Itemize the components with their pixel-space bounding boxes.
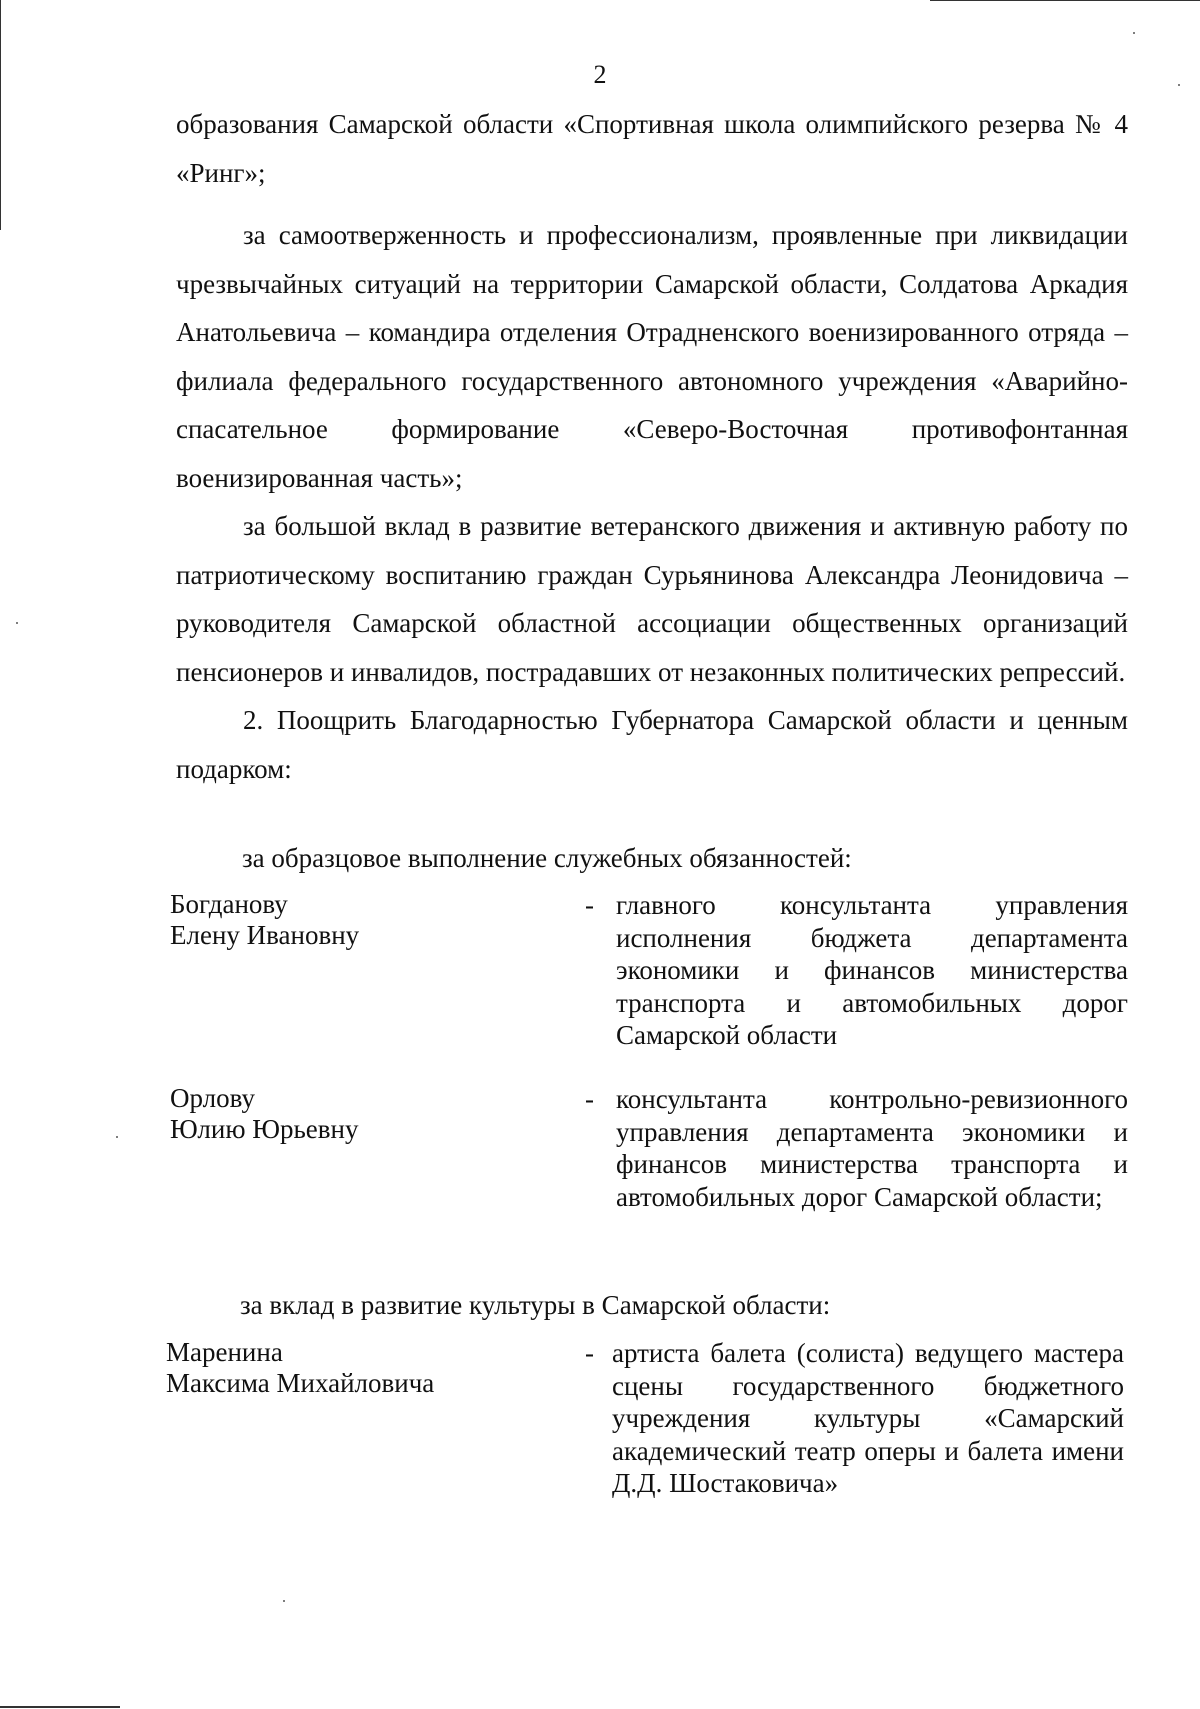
page-number: 2	[593, 60, 607, 89]
spacer	[176, 197, 1128, 211]
recipient-name	[166, 1337, 566, 1399]
paragraph-suryaninov: за большой вклад в развитие ветеранского движения и активную работу по патриотическому воспитанию граждан Сурьянинова Александра Леонидовича – руководителя Самарской областной ассоциации общественных организаций пенсионеров и инвалидов, пострадавших от незаконных политических репрессий.	[176, 511, 1128, 687]
scan-speck	[116, 1136, 118, 1138]
recipient-name	[170, 889, 570, 951]
scan-speck	[283, 1600, 285, 1602]
entry-dash: -	[585, 1084, 594, 1114]
recipient-given-names: Максима Михайловича	[166, 1368, 435, 1398]
body-text	[176, 100, 1128, 793]
entry-dash: -	[585, 890, 594, 920]
recipient-name	[170, 1083, 570, 1145]
scan-edge-bottom	[0, 1706, 120, 1708]
paragraph-continuation: образования Самарской области «Спортивная школа олимпийского резерва № 4 «Ринг»;	[176, 109, 1128, 188]
recipient-position: артиста балета (солиста) ведущего мастера сцены государственного бюджетного учреждения культуры «Самарский академический театр оперы и балета имени Д.Д. Шостаковича»	[612, 1338, 1124, 1498]
recipient-surname: Орлову	[170, 1083, 255, 1113]
section-intro-culture: за вклад в развитие культуры в Самарской области:	[240, 1290, 831, 1320]
recipient-position: главного консультанта управления исполнения бюджета департамента экономики и финансов министерства транспорта и автомобильных дорог Самарской области	[616, 890, 1128, 1050]
recipient-surname: Богданову	[170, 889, 288, 919]
recipient-given-names: Елену Ивановну	[170, 920, 360, 950]
paragraph-soldatov: за самоотверженность и профессионализм, проявленные при ликвидации чрезвычайных ситуаций на территории Самарской области, Солдатова Аркадия Анатольевича – командира отделения Отрадненского военизированного отряда – филиала федерального государственного автономного учреждения «Аварийно-спасательное формирование «Северо-Восточная противофонтанная военизированная часть»;	[176, 220, 1128, 493]
scan-edge-top	[930, 0, 1200, 1]
scan-speck	[1133, 32, 1135, 34]
recipient-given-names: Юлию Юрьевну	[170, 1114, 359, 1144]
recipient-position: консультанта контрольно-ревизионного управления департамента экономики и финансов министерства транспорта и автомобильных дорог Самарской области;	[616, 1084, 1128, 1212]
paragraph-item-2: 2. Поощрить Благодарностью Губернатора Самарской области и ценным подарком:	[176, 705, 1128, 784]
recipient-surname: Маренина	[166, 1337, 283, 1367]
scan-speck	[16, 622, 18, 624]
section-intro-duties: за образцовое выполнение служебных обязанностей:	[242, 843, 852, 873]
scan-edge-left	[0, 0, 1, 230]
entry-dash: -	[585, 1338, 594, 1368]
